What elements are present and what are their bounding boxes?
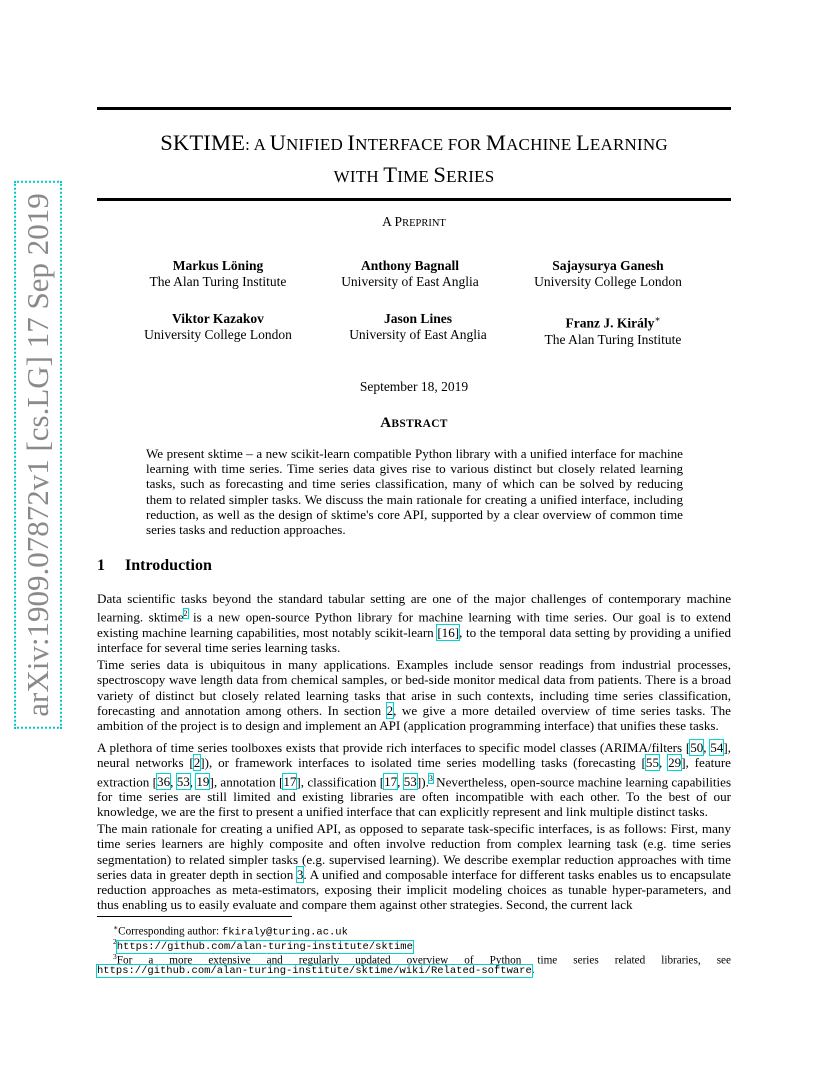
title-fragment: SKTIME [160, 130, 246, 155]
author-affiliation: University College London [144, 327, 292, 342]
author-affiliation: University College London [534, 274, 682, 289]
citation-link[interactable]: 19 [196, 773, 210, 789]
title-fragment: NTERFACE FOR [355, 135, 486, 154]
footnote-mark: 2 [113, 937, 117, 946]
footnote-continuation [97, 964, 731, 979]
citation-link[interactable]: 2 [386, 702, 394, 718]
title-bottom-rule [97, 198, 731, 201]
citation-link[interactable]: 53 [176, 773, 190, 789]
author-affiliation: The Alan Turing Institute [544, 331, 682, 347]
author-name: Anthony Bagnall [361, 258, 459, 273]
title-fragment: T [383, 162, 398, 187]
author-name: Viktor Kazakov [172, 311, 264, 326]
title-top-rule [97, 107, 731, 110]
title-fragment: M [485, 130, 507, 155]
title-fragment: S [433, 162, 447, 187]
citation-link[interactable]: 36 [157, 773, 171, 789]
title-fragment: EARNING [589, 135, 668, 154]
author-affiliation: University of East Anglia [341, 274, 479, 289]
title-line-2 [97, 160, 731, 192]
paragraph: Data scientific tasks beyond the standard tabular setting are one of the major challenges of contemporary machine learning. sktime$^2$ is a new open-source Python library for machine learning with time series. Our goal is to extend existing machine learning capabilities, most notably scikit-learn [16], to the temporal data setting by providing a unified interface for several time series learning tasks. [97, 591, 731, 656]
paper-title [97, 128, 731, 192]
footnote-mark: ∗ [113, 923, 119, 932]
preprint-label [97, 214, 731, 230]
title-fragment: ERIES [446, 167, 495, 186]
smallcaps-letter: A [382, 214, 392, 229]
footnote-text: Corresponding author: [118, 925, 222, 938]
author-block [310, 258, 510, 290]
paragraph: The main rationale for creating a unified API, as opposed to separate task-specific interfaces, is as follows: First, many time series learners are highly composite and often involve reduction from complex learning task (e.g. time series segmentation) to related simpler tasks (e.g. supervised learning). We describe exemplar reduction approaches with time series data in greater depth in section 3. A unified and composable interface for different tasks enables us to encapsulate reduction approaches as meta-estimators, exposing their implicit modeling choices as tunable hyper-parameters, and thus enabling us to easily evaluate and compare them against other strategies. Second, the current lack [97, 821, 731, 913]
citation-link[interactable]: 17 [384, 773, 398, 789]
citation-link[interactable]: 3 [296, 866, 304, 882]
author-name: Markus Löning [172, 258, 264, 273]
email-address: fkiraly@turing.ac.uk [221, 926, 348, 939]
author-name: Jason Lines [384, 311, 452, 326]
author-affiliation: The Alan Turing Institute [149, 274, 287, 289]
footnote-url-link[interactable]: https://github.com/alan-turing-institute/sktime [116, 940, 413, 953]
author-name: Franz J. Király [565, 315, 655, 331]
paragraph: Time series data is ubiquitous in many applications. Examples include sensor readings from industrial processes, spectroscopy wave length data from chemical samples, or bed-side monitor medical data from patients. There is a broad variety of distinct but closely related learning tasks that arise in such contexts, including time series classification, forecasting and annotation among others. In section 2, we give a more detailed overview of time series tasks. The ambition of the project is to design and implement an API (application programming interface) that unifies these tasks. [97, 657, 731, 733]
arxiv-identifier-link[interactable]: arXiv:1909.07872v1 [cs.LG] 17 Sep 2019 [18, 185, 58, 725]
footnote-text: For a more extensive and regularly updated overview of Python time series related libraries, see [116, 954, 731, 967]
title-fragment: WITH [333, 167, 384, 186]
title-fragment: I [347, 130, 356, 155]
author-block [118, 311, 318, 343]
footnote-text: . [531, 964, 535, 976]
footnote-link[interactable]: 3 [428, 773, 433, 783]
title-fragment: NIFIED [286, 135, 348, 154]
title-line-1 [97, 128, 731, 160]
author-block [118, 258, 318, 290]
title-fragment: ACHINE [506, 135, 576, 154]
section-title: Introduction [125, 557, 212, 574]
footnote-marker[interactable]: ∗ [654, 314, 661, 324]
author-block [508, 258, 708, 290]
section-number: 1 [97, 557, 105, 574]
footnote-mark: 3 [113, 952, 117, 961]
citation-link[interactable]: 29 [668, 755, 682, 771]
publication-date: September 18, 2019 [359, 379, 469, 394]
citation-link[interactable]: [16] [437, 624, 460, 640]
title-fragment: U [269, 130, 287, 155]
author-block [513, 311, 713, 348]
citation-link[interactable]: 54 [710, 740, 724, 755]
footnote-link[interactable]: 2 [183, 609, 188, 619]
smallcaps-letter: A [380, 415, 392, 431]
author-block [318, 311, 518, 343]
citation-link[interactable]: 17 [283, 773, 297, 789]
footnote-rule [97, 916, 292, 917]
paragraph: A plethora of time series toolboxes exists that provide rich interfaces to specific model classes (ARIMA/filters [50, 54], neural networks [2]), or framework interfaces to isolated time series modelling tasks (forecasting [55, 29], feature extraction [36, 53, 19], annotation [17], classification [17, 53]).$^3$ Nevertheless, open-source machine learning capabilities for time series are still limited and existing libraries are often incompatible with each other. To the best of our knowledge, we are the first to present a unified interface that can explicitly represent and link multiple distinct tasks. [97, 740, 732, 820]
author-affiliation: University of East Anglia [349, 327, 487, 342]
smallcaps-rest: REPRINT [402, 218, 446, 229]
author-name: Sajaysurya Ganesh [552, 258, 664, 273]
footnote-url-link[interactable]: https://github.com/alan-turing-institute/sktime/wiki/Related-software [97, 965, 532, 977]
smallcaps-rest: BSTRACT [391, 418, 448, 430]
citation-link[interactable]: 53 [403, 773, 417, 789]
citation-link[interactable]: 2 [193, 755, 201, 771]
abstract-text: We present sktime – a new scikit-learn compatible Python library with a unified interface for machine learning with time series. Time series data gives rise to various distinct but closely related learning tasks, such as forecasting and time series classification, many of which can be solved by reducing them to related simpler tasks. We discuss the main rationale for creating a unified interface, including reduction, as well as the design of sktime's core API, supported by a clear overview of common time series tasks and reduction approaches. [146, 446, 683, 538]
title-fragment: IME [397, 167, 434, 186]
citation-link[interactable]: 50 [690, 740, 704, 755]
citation-link[interactable]: 55 [645, 755, 659, 771]
section-heading [97, 557, 212, 575]
title-fragment: L [575, 130, 590, 155]
title-fragment: : A [245, 135, 270, 154]
smallcaps-letter: P [394, 214, 403, 229]
abstract-heading [97, 415, 731, 432]
